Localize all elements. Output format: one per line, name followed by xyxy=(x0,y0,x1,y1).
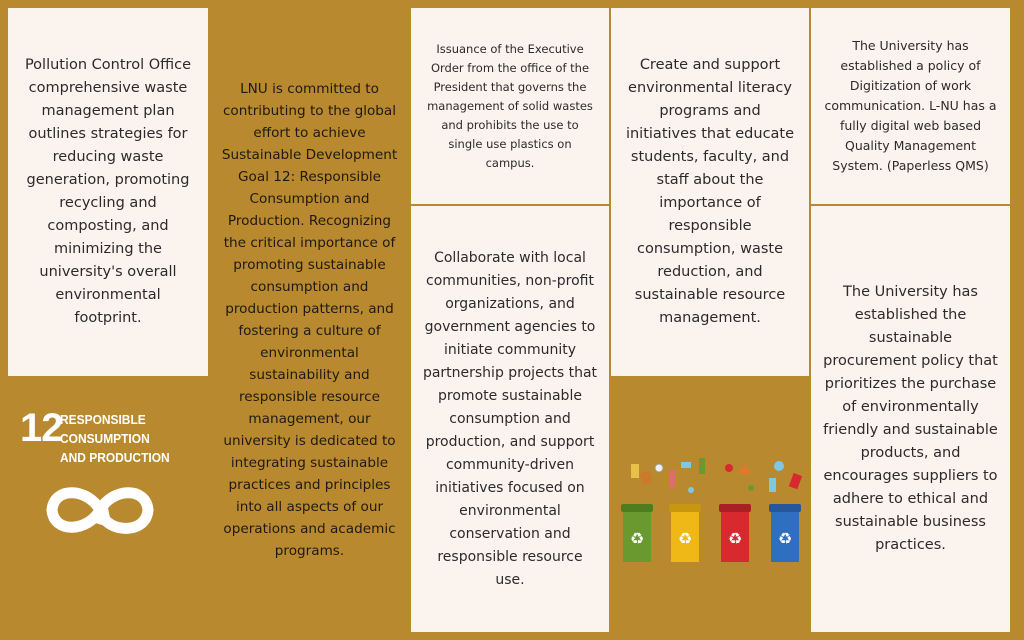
collaborate-text: Collaborate with local communities, non-profit organizations, and government agencies to initiate community partnership projects that promote sustainable consumption and production, and support community-driven initiatives focused on environmental conservation and responsible resource use. xyxy=(422,249,598,588)
pollution-office-panel xyxy=(8,8,208,376)
digitization-panel xyxy=(811,8,1010,204)
literacy-panel xyxy=(611,8,809,376)
digitization-text: The University has established a policy of Digitization of work communication. L-NU has a fully digital web based Quality Management System. (Paperless QMS) xyxy=(824,38,997,173)
recycle-bins-illustration xyxy=(611,378,809,632)
sdg-number: 12 xyxy=(20,406,63,450)
collaborate-panel xyxy=(411,206,609,632)
sdg-title-line: RESPONSIBLE xyxy=(60,412,146,427)
svg-text:♻: ♻ xyxy=(677,529,693,548)
sdg-title-line: CONSUMPTION xyxy=(60,431,150,446)
blue-bin-icon xyxy=(769,504,801,562)
trash-items-icon xyxy=(631,458,802,493)
svg-text:♻: ♻ xyxy=(777,529,793,548)
svg-text:♻: ♻ xyxy=(727,529,743,548)
infinity-recycle-icon xyxy=(40,478,160,542)
procurement-panel xyxy=(811,206,1010,632)
red-bin-icon xyxy=(719,504,751,562)
literacy-text: Create and support environmental literacy programs and initiatives that educate students, faculty, and staff about the importance of responsible consumption, waste reduction, and sustainable resource management. xyxy=(625,57,795,326)
svg-text:♻: ♻ xyxy=(629,529,645,548)
sdg12-logo xyxy=(8,378,208,632)
commitment-panel xyxy=(210,8,409,632)
executive-order-text: Issuance of the Executive Order from the office of the President that governs the management of solid wastes and prohibits the use to single use plastics on campus. xyxy=(427,41,593,170)
executive-order-panel xyxy=(411,8,609,204)
sdg-title-line: AND PRODUCTION xyxy=(60,450,170,465)
green-bin-icon xyxy=(621,504,653,562)
yellow-bin-icon xyxy=(669,504,701,562)
commitment-text: LNU is committed to contributing to the global effort to achieve Sustainable Development Goal 12: Responsible Consumption and Production. Recognizing the critical importance of promoting sustainable consumption and production patterns, and fostering a culture of environmental sustainability and responsible resource management, our university is dedicated to integrating sustainable practices and principles into all aspects of our operations and academic programs. xyxy=(221,81,398,559)
pollution-office-text: Pollution Control Office comprehensive waste management plan outlines strategies for reducing waste generation, promoting recycling and composting, and minimizing the university's overall environmental footprint. xyxy=(24,57,192,326)
procurement-text: The University has established the sustainable procurement policy that prioritizes the purchase of environmentally friendly and sustainable products, and encourages suppliers to adhere to ethical and sustainable business practices. xyxy=(823,284,998,553)
sdg-title xyxy=(60,410,170,467)
